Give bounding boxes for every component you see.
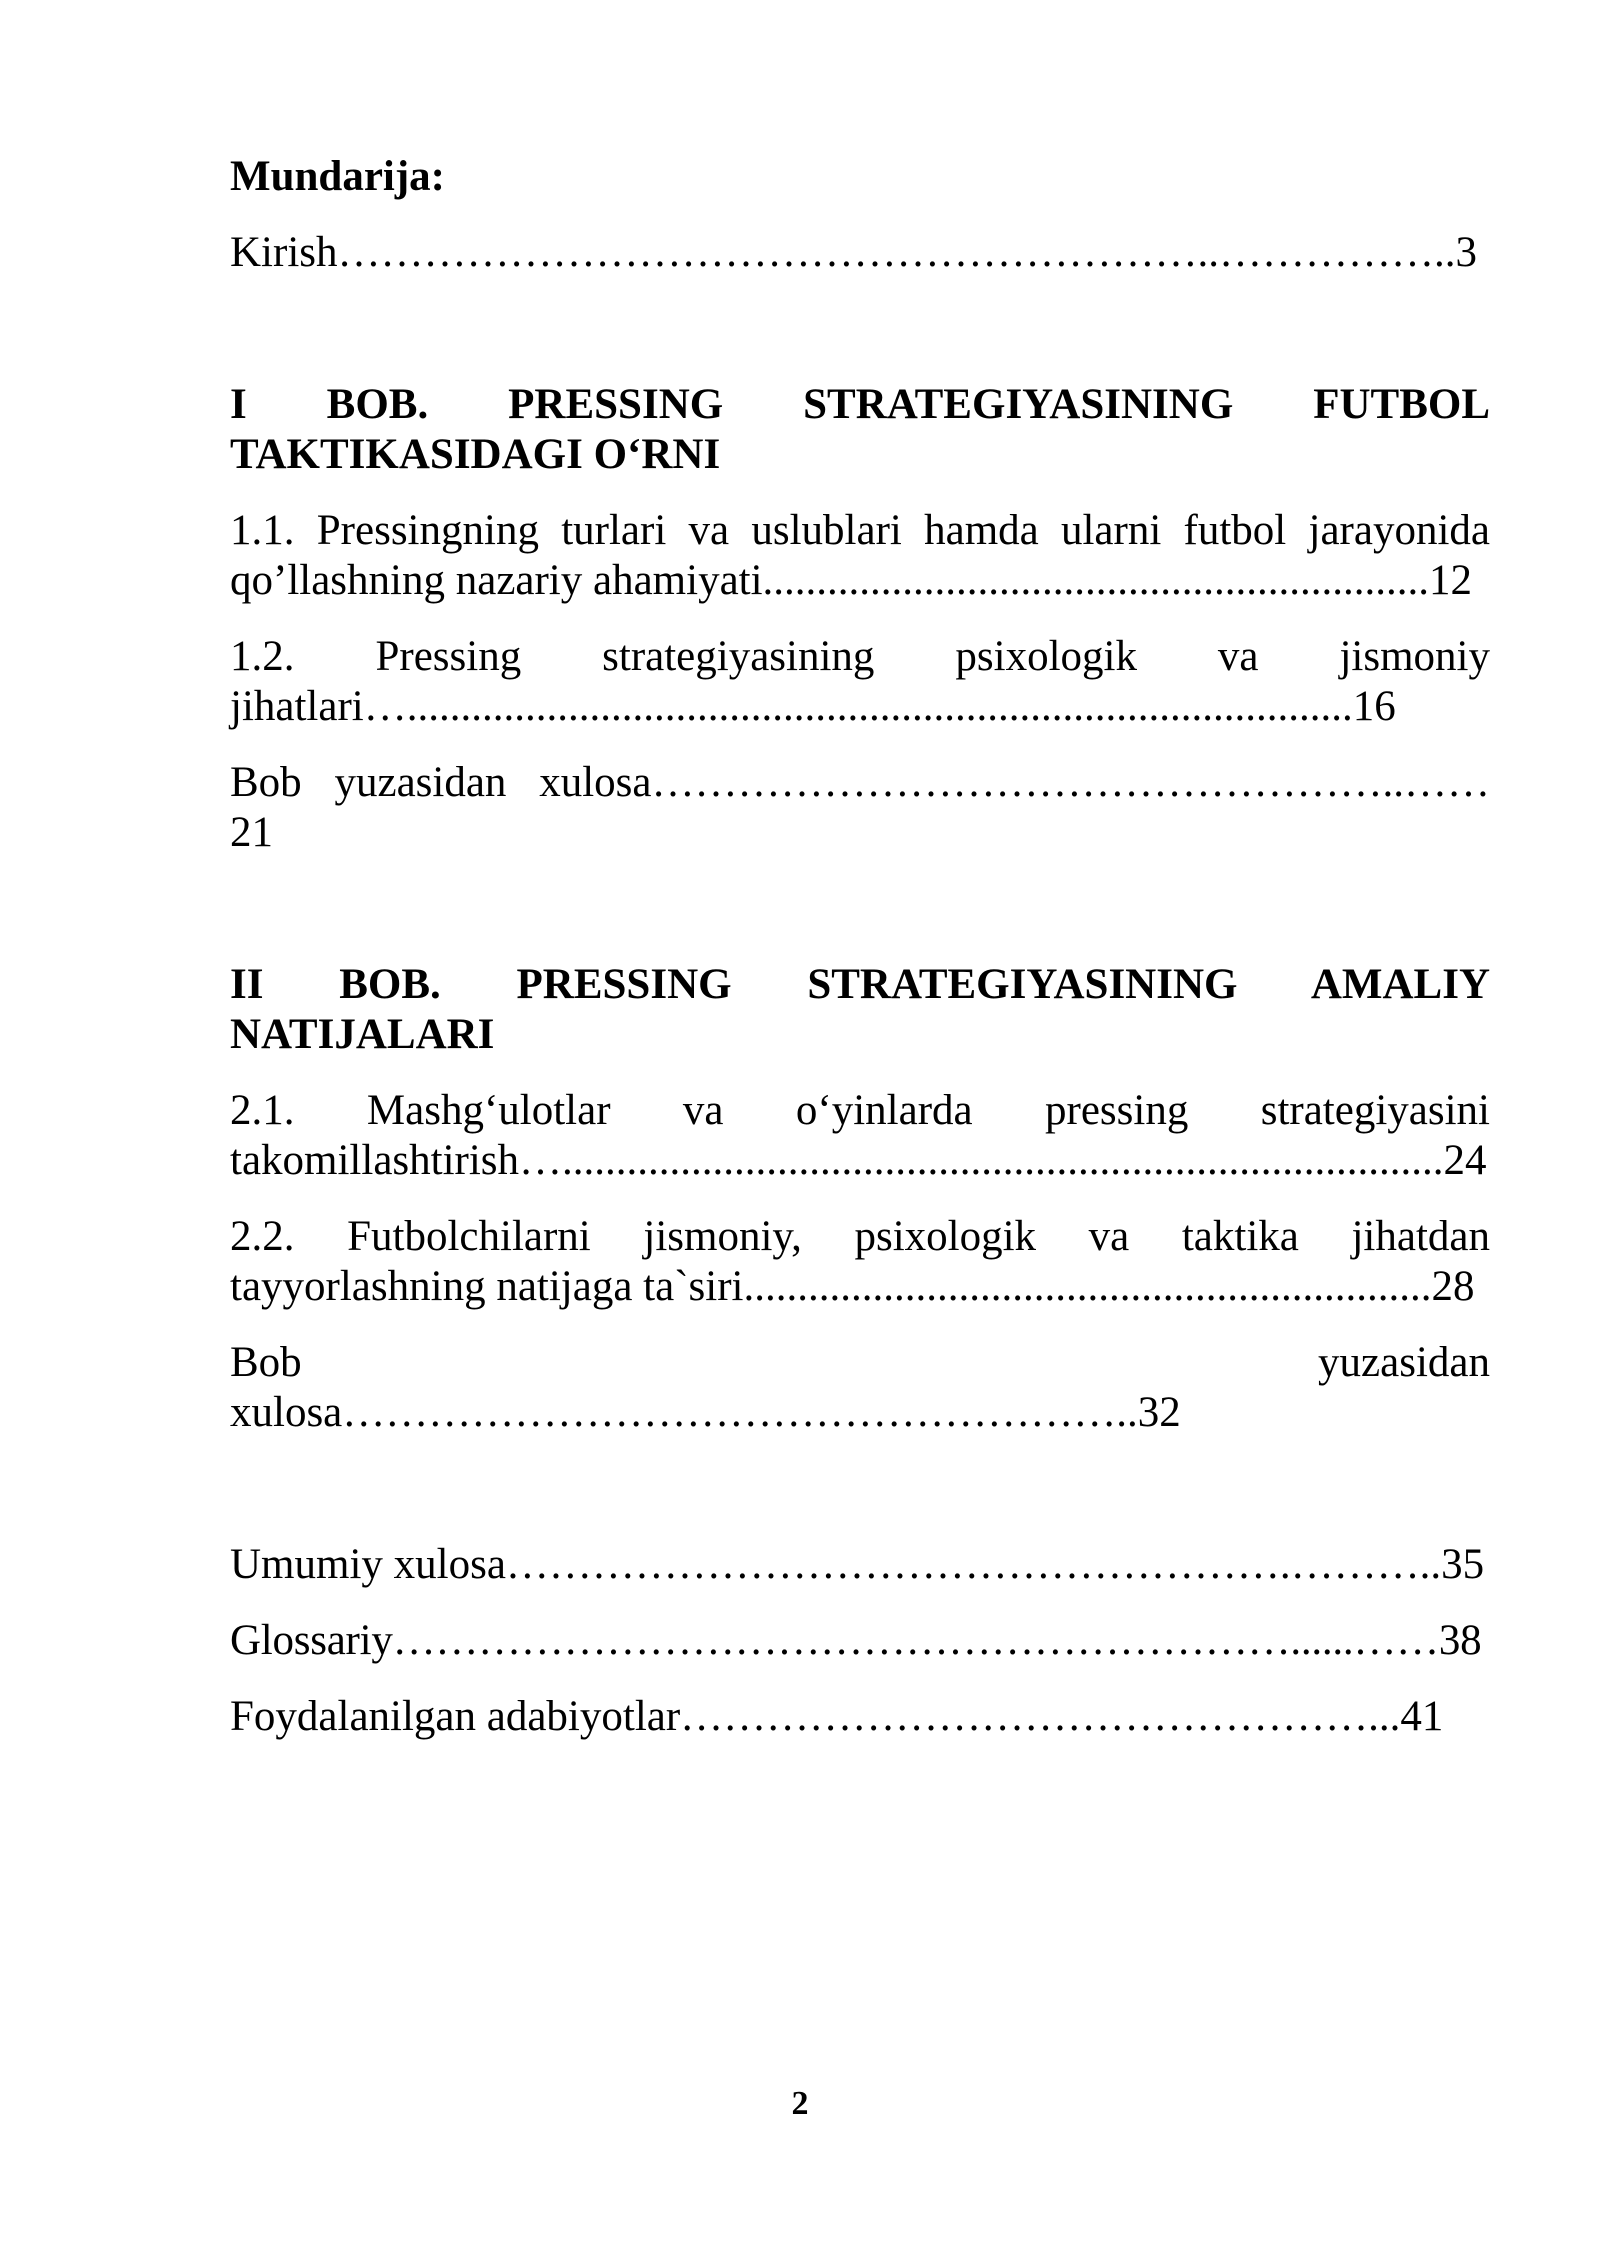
toc-entry-2-1: 2.1. Mashg‘ulotlar va o‘yinlarda pressing strategiyasini takomillashtirish…..................................................................................24 [230,1087,1490,1184]
toc-entry-conclusion: Umumiy xulosa……………………………………………….………..35 [230,1541,1485,1588]
toc-entry-glossary: Glossariy………………………………………………………......……38 [230,1617,1482,1664]
toc-entry-chapter1-summary: Bob yuzasidan xulosa……………………………………………..…… 21 [230,759,1490,856]
toc-entry-intro: Kirish……………………………………………………..……………..3 [230,229,1477,276]
toc-entry-1-1: 1.1. Pressingning turlari va uslublari hamda ularni futbol jarayonida qo’llashning nazariy ahamiyati..............................................................12 [230,507,1490,604]
toc-heading: Mundarija: [230,153,445,200]
toc-entry-chapter2-summary-line1: Bob yuzasidan [230,1339,1490,1386]
toc-entry-1-2: 1.2. Pressing strategiyasining psixologik va jismoniy jihatlari…........................................................................................16 [230,633,1490,730]
page-number: 2 [791,2085,809,2122]
toc-entry-references: Foydalanilgan adabiyotlar…………………………………………...41 [230,1693,1444,1740]
chapter2-title: II BOB. PRESSING STRATEGIYASINING AMALIY NATIJALARI [230,961,1490,1058]
toc-entry-chapter2-summary-line2: xulosa………………………………………………..32 [230,1389,1181,1436]
toc-entry-2-2: 2.2. Futbolchilarni jismoniy, psixologik va taktika jihatdan tayyorlashning natijaga ta`siri................................................................28 [230,1213,1490,1310]
chapter1-title: I BOB. PRESSING STRATEGIYASINING FUTBOL TAKTIKASIDAGI O‘RNI [230,381,1490,478]
